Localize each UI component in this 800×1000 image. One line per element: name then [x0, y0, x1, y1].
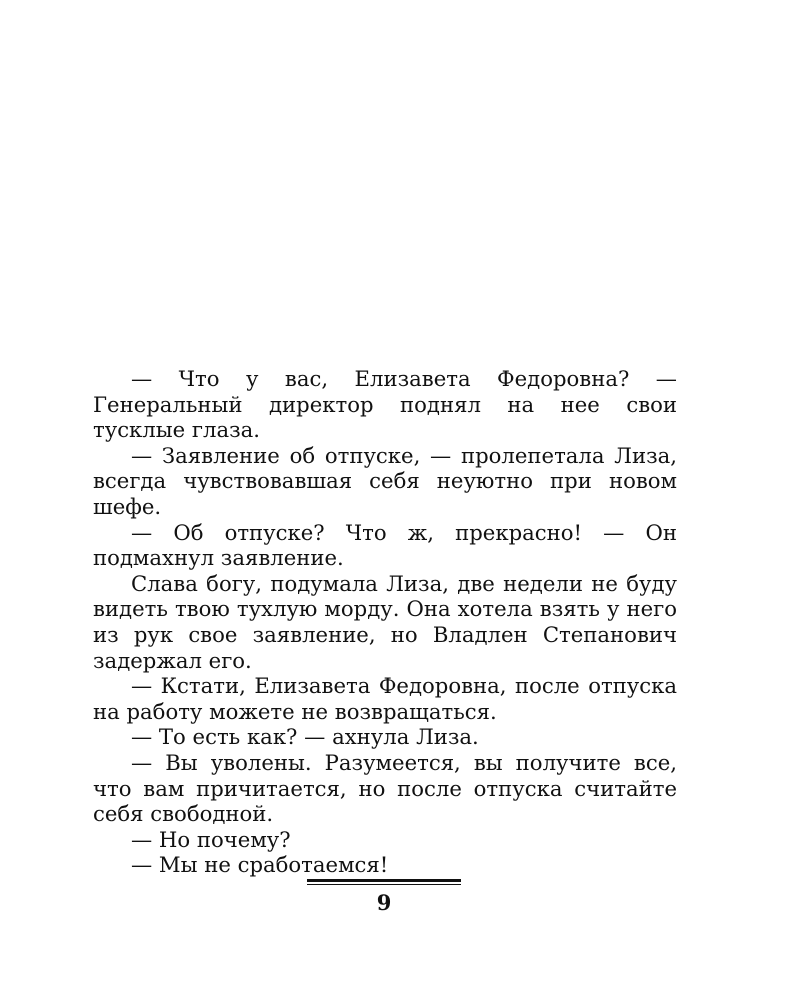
footer-rule-thin [307, 884, 461, 885]
paragraph-9: — Мы не сработаемся! [131, 852, 389, 878]
paragraph-3: — Об отпуске? Что ж, прекрасно! — Он подмахнул заявление. [93, 519, 677, 571]
paragraph-6: — То есть как? — ахнула Лиза. [131, 724, 479, 750]
body-text [93, 366, 677, 878]
paragraph-2: — Заявление об отпуске, — пролепетала Лиза, всегда чувствовавшая себя неуютно при новом шефе. [93, 442, 677, 519]
footer-rule-thick [307, 879, 461, 882]
paragraph-1: — Что у вас, Елизавета Федоровна? — Генеральный директор поднял на нее свои тусклые глаза. [93, 366, 677, 443]
paragraph-8: — Но почему? [131, 826, 291, 852]
page-number: 9 [376, 890, 392, 915]
paragraph-7: — Вы уволены. Разумеется, вы получите все, что вам причитается, но после отпуска считайте себя свободной. [93, 749, 677, 827]
paragraph-4: Слава богу, подумала Лиза, две недели не буду видеть твою тухлую морду. Она хотела взять у него из рук свое заявление, но Владлен Степанович задержал его. [93, 570, 677, 673]
paragraph-5: — Кстати, Елизавета Федоровна, после отпуска на работу можете не возвращаться. [93, 673, 677, 724]
page-footer-rule [307, 879, 461, 885]
